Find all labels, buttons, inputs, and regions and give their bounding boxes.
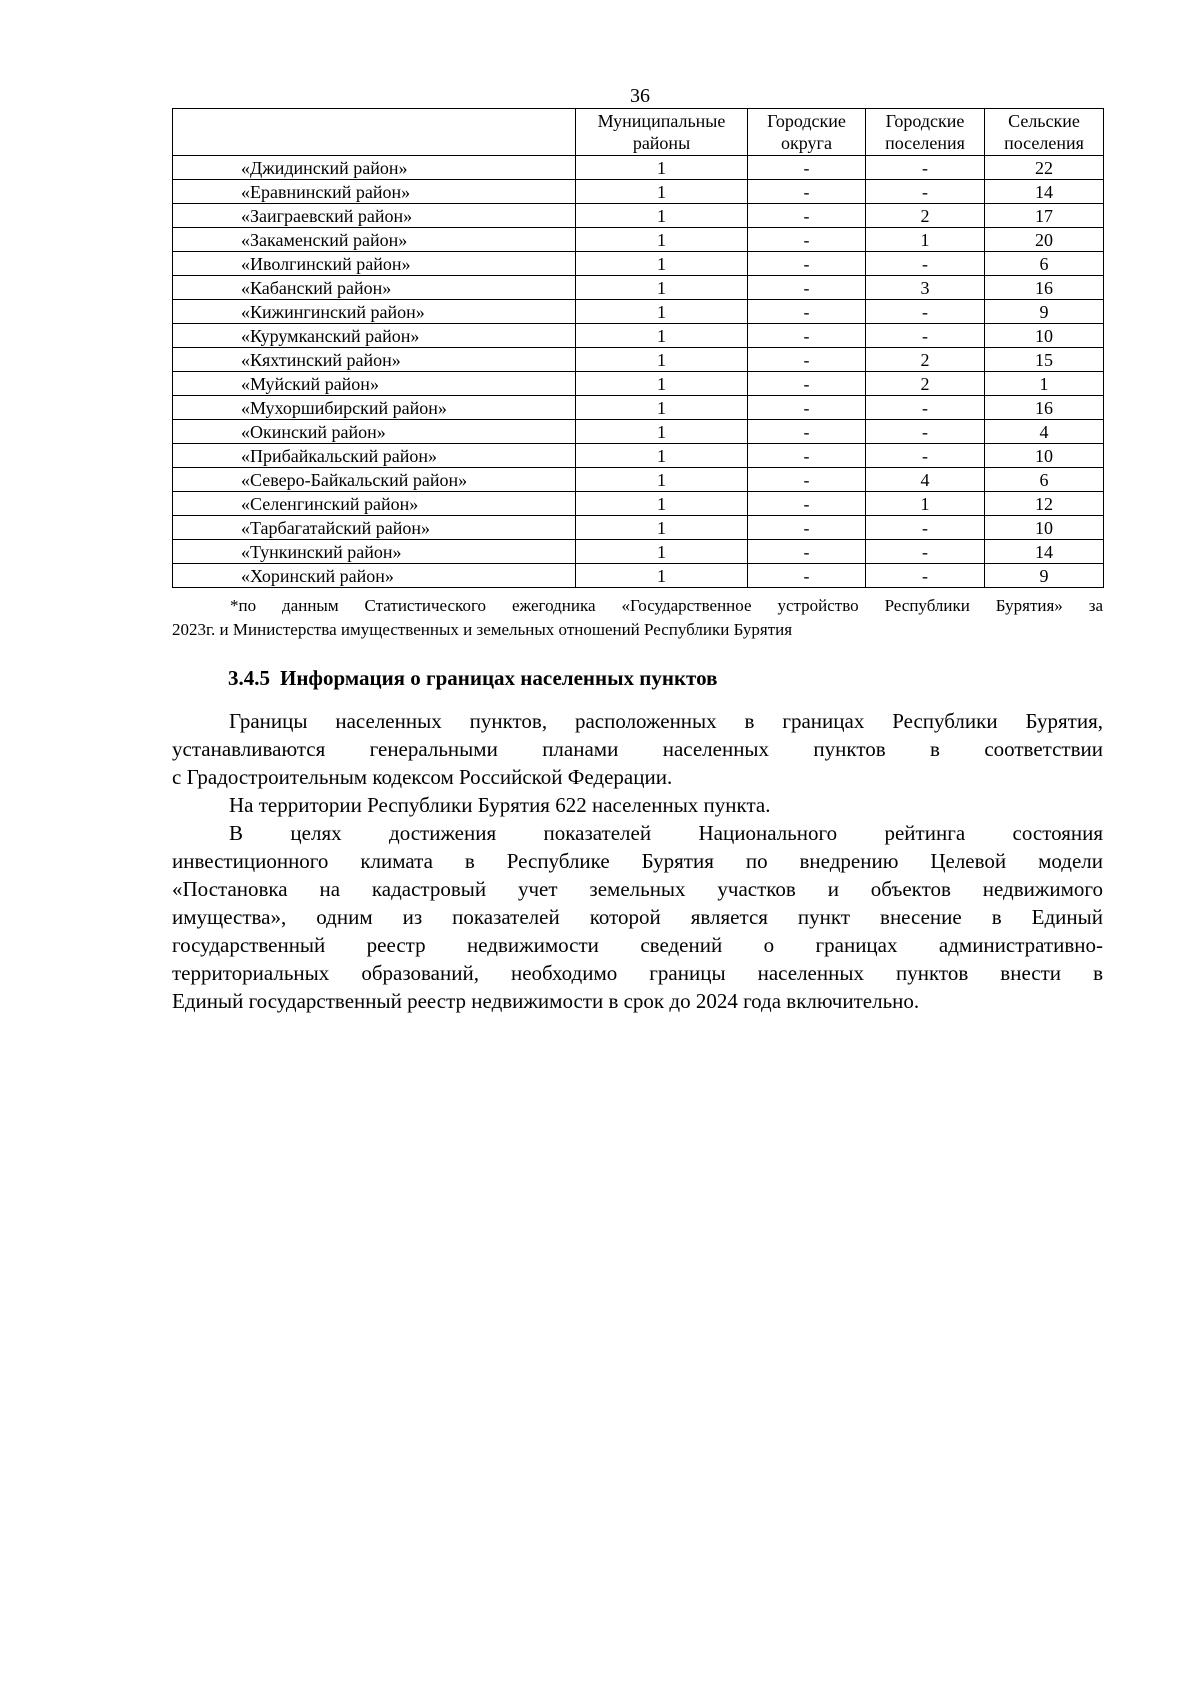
district-name-cell: «Мухоршибирский район» [173,396,576,420]
municipalities-table [172,108,1104,588]
city-districts-cell: - [748,180,866,204]
urban-settlements-cell: - [866,564,985,588]
district-name-cell: «Окинский район» [173,420,576,444]
district-name-cell: «Заиграевский район» [173,204,576,228]
table-body [173,156,1104,588]
rural-settlements-cell: 4 [985,420,1104,444]
city-districts-cell: - [748,396,866,420]
city-districts-cell: - [748,492,866,516]
table-row [173,540,1104,564]
city-districts-cell: - [748,540,866,564]
paragraph-line: государственный реестр недвижимости сведений о границах административно- [172,933,1103,957]
municipal-districts-cell: 1 [576,516,748,540]
header-municipal-districts: Муниципальные районы [576,109,748,156]
municipal-districts-cell: 1 [576,492,748,516]
district-name-cell: «Селенгинский район» [173,492,576,516]
footnote-line: *по данным Статистического ежегодника «Государственное устройство Республики Бурятия» за [230,596,1103,615]
table-row [173,204,1104,228]
municipal-districts-cell: 1 [576,468,748,492]
table-row [173,276,1104,300]
rural-settlements-cell: 6 [985,252,1104,276]
rural-settlements-cell: 10 [985,516,1104,540]
table-row [173,420,1104,444]
footnote-line: 2023г. и Министерства имущественных и земельных отношений Республики Бурятия [172,620,793,639]
rural-settlements-cell: 14 [985,180,1104,204]
municipal-districts-cell: 1 [576,372,748,396]
city-districts-cell: - [748,324,866,348]
table-header [173,109,1104,156]
paragraph-line: территориальных образований, необходимо границы населенных пунктов внести в [172,961,1103,985]
table-row [173,372,1104,396]
rural-settlements-cell: 9 [985,564,1104,588]
table-row [173,468,1104,492]
section-heading [228,664,717,692]
municipal-districts-cell: 1 [576,540,748,564]
district-name-cell: «Муйский район» [173,372,576,396]
municipal-districts-cell: 1 [576,156,748,180]
municipal-districts-cell: 1 [576,564,748,588]
city-districts-cell: - [748,252,866,276]
header-urban-settlements: Городские поселения [866,109,985,156]
municipal-districts-cell: 1 [576,276,748,300]
municipal-districts-cell: 1 [576,396,748,420]
paragraph-line: инвестиционного климата в Республике Бурятия по внедрению Целевой модели [172,849,1103,873]
table-row [173,156,1104,180]
rural-settlements-cell: 9 [985,300,1104,324]
district-name-cell: «Северо-Байкальский район» [173,468,576,492]
rural-settlements-cell: 16 [985,396,1104,420]
rural-settlements-cell: 6 [985,468,1104,492]
district-name-cell: «Кижингинский район» [173,300,576,324]
paragraph-line: Границы населенных пунктов, расположенных в границах Республики Бурятия, [229,709,1103,733]
urban-settlements-cell: - [866,540,985,564]
district-name-cell: «Тункинский район» [173,540,576,564]
city-districts-cell: - [748,204,866,228]
header-city-districts: Городские округа [748,109,866,156]
table-footnote [172,594,1103,642]
paragraph-line: имущества», одним из показателей которой является пункт внесение в Единый [172,905,1103,929]
rural-settlements-cell: 10 [985,444,1104,468]
body-paragraph [172,707,1103,791]
district-name-cell: «Иволгинский район» [173,252,576,276]
body-paragraph [172,791,1103,819]
table-row [173,348,1104,372]
district-name-cell: «Закаменский район» [173,228,576,252]
city-districts-cell: - [748,444,866,468]
urban-settlements-cell: 1 [866,228,985,252]
rural-settlements-cell: 16 [985,276,1104,300]
city-districts-cell: - [748,300,866,324]
municipal-districts-cell: 1 [576,252,748,276]
municipal-districts-cell: 1 [576,420,748,444]
paragraph-line: «Постановка на кадастровый учет земельных участков и объектов недвижимого [172,877,1103,901]
municipal-districts-cell: 1 [576,324,748,348]
city-districts-cell: - [748,372,866,396]
urban-settlements-cell: - [866,252,985,276]
urban-settlements-cell: - [866,180,985,204]
district-name-cell: «Прибайкальский район» [173,444,576,468]
table-row [173,564,1104,588]
table-header-row [173,109,1104,156]
table-row [173,444,1104,468]
district-name-cell: «Кяхтинский район» [173,348,576,372]
city-districts-cell: - [748,228,866,252]
urban-settlements-cell: - [866,324,985,348]
city-districts-cell: - [748,156,866,180]
rural-settlements-cell: 22 [985,156,1104,180]
paragraph-line: Единый государственный реестр недвижимости в срок до 2024 года включительно. [172,989,920,1013]
urban-settlements-cell: - [866,516,985,540]
city-districts-cell: - [748,516,866,540]
district-name-cell: «Курумканский район» [173,324,576,348]
header-name-column [173,109,576,156]
city-districts-cell: - [748,468,866,492]
urban-settlements-cell: 2 [866,348,985,372]
district-name-cell: «Кабанский район» [173,276,576,300]
header-rural-settlements: Сельские поселения [985,109,1104,156]
urban-settlements-cell: - [866,420,985,444]
table-row [173,492,1104,516]
urban-settlements-cell: - [866,396,985,420]
municipal-districts-cell: 1 [576,444,748,468]
urban-settlements-cell: 4 [866,468,985,492]
rural-settlements-cell: 1 [985,372,1104,396]
rural-settlements-cell: 10 [985,324,1104,348]
district-name-cell: «Тарбагатайский район» [173,516,576,540]
table-row [173,324,1104,348]
urban-settlements-cell: - [866,156,985,180]
rural-settlements-cell: 20 [985,228,1104,252]
urban-settlements-cell: 2 [866,204,985,228]
urban-settlements-cell: - [866,444,985,468]
page-number: 36 [630,85,650,107]
table-row [173,180,1104,204]
rural-settlements-cell: 14 [985,540,1104,564]
rural-settlements-cell: 15 [985,348,1104,372]
city-districts-cell: - [748,348,866,372]
municipal-districts-cell: 1 [576,228,748,252]
table-row [173,396,1104,420]
municipal-districts-cell: 1 [576,348,748,372]
table-row [173,228,1104,252]
city-districts-cell: - [748,420,866,444]
table-row [173,516,1104,540]
municipal-districts-cell: 1 [576,204,748,228]
body-text [172,707,1103,1015]
district-name-cell: «Еравнинский район» [173,180,576,204]
section-title: Информация о границах населенных пунктов [280,666,718,690]
table-row [173,300,1104,324]
body-paragraph [172,819,1103,1015]
paragraph-line: В целях достижения показателей Национального рейтинга состояния [229,821,1103,845]
urban-settlements-cell: 1 [866,492,985,516]
urban-settlements-cell: 2 [866,372,985,396]
municipal-districts-cell: 1 [576,180,748,204]
section-number: 3.4.5 [228,666,270,690]
district-name-cell: «Хоринский район» [173,564,576,588]
urban-settlements-cell: 3 [866,276,985,300]
table-row [173,252,1104,276]
rural-settlements-cell: 12 [985,492,1104,516]
district-name-cell: «Джидинский район» [173,156,576,180]
city-districts-cell: - [748,276,866,300]
paragraph-line: устанавливаются генеральными планами населенных пунктов в соответствии [172,737,1103,761]
paragraph-line: На территории Республики Бурятия 622 населенных пункта. [229,793,771,817]
rural-settlements-cell: 17 [985,204,1104,228]
urban-settlements-cell: - [866,300,985,324]
paragraph-line: с Градостроительным кодексом Российской Федерации. [172,765,673,789]
municipal-districts-cell: 1 [576,300,748,324]
city-districts-cell: - [748,564,866,588]
